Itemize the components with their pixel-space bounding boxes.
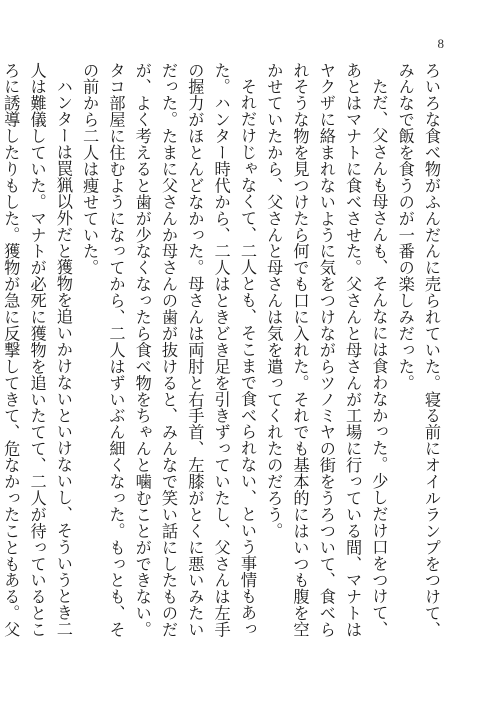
paragraph-2: ただ、父さんも母さんも、そんなには食わなかった。少しだけ口をつけて、あとはマナトに食べさせた。父さんと母さんが工場に行っている間、マナトはヤクザに絡まれないように気をつけながらツノミヤの街をうろついて、食べられそうな物を見つけたら何でも口に入れた。それでも基本的にはいつも腹を空かせていたから、父さんと母さんは気を遣ってくれたのだろう。 xyxy=(264,62,389,638)
paragraph-3: それだけじゃなくて、二人とも、そこまで食べられない、という事情もあった。ハンター時代から、二人はときどき足を引きずっていたし、父さんは左手の握力がほとんどなかった。母さんは両肘と右手首、左膝がとくに悪いみたいだった。たまに父さんか母さんの歯が抜けると、みんなで笑い話にしたものだが、よく考えると歯が少なくなったら食べ物をちゃんと噛むことができない。タコ部屋に住むようになってから、二人はずいぶん細くなった。もっとも、その前から二人は痩せていた。 xyxy=(80,62,257,638)
body-text xyxy=(0,62,444,652)
page-number: 8 xyxy=(437,36,444,51)
paragraph-4: ハンターは罠猟以外だと獲物を追いかけないといけないし、そういうとき二人は難儀していた。マナトが必死に獲物を追いたてて、二人が待っているところに誘導したりもした。獲物が急に反撃してきて、危なかったこともある。父 xyxy=(1,62,73,638)
paragraph-1: ろいろな食べ物がふんだんに売られていた。寝る前にオイルランプをつけて、みんなで飯を食うのが一番の楽しみだった。 xyxy=(395,62,441,638)
